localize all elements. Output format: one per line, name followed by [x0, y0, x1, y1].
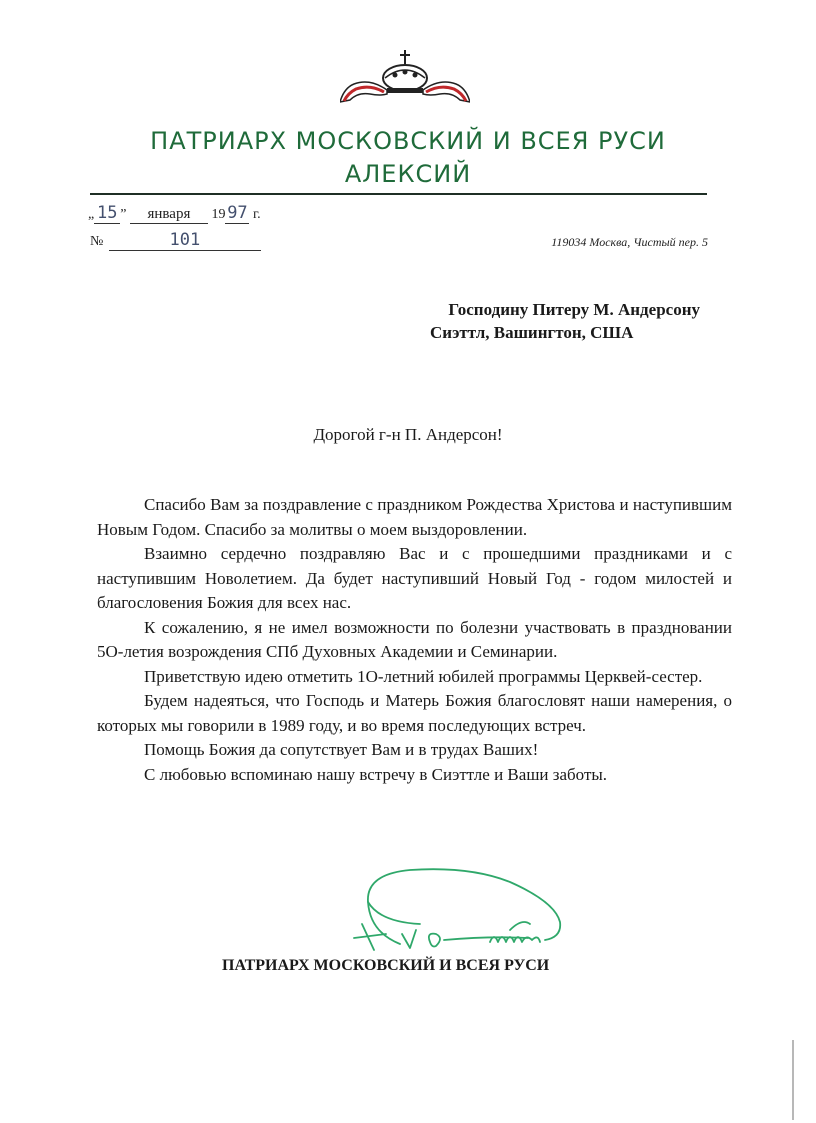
number-value: 101	[109, 230, 261, 251]
signature-title-text: ПАТРИАРХ МОСКОВСКИЙ И ВСЕЯ РУСИ	[222, 957, 550, 974]
date-day: 15	[94, 203, 120, 224]
handwritten-signature-icon	[340, 862, 610, 957]
body-paragraph: Помощь Божия да сопутствует Вам и в трудах Ваших!	[144, 740, 539, 759]
date-quote-open: „	[88, 207, 95, 222]
letterhead-divider	[90, 193, 707, 195]
date-year: 97	[227, 203, 248, 223]
body-paragraph: Приветствую идею отметить 1О-летний юбилей программы Церквей-сестер.	[144, 666, 703, 686]
number-label: №	[90, 234, 104, 249]
letterhead-title: ПАТРИАРХ МОСКОВСКИЙ И ВСЕЯ РУСИ	[150, 127, 666, 155]
date-year-suffix: г.	[252, 207, 261, 222]
salutation: Дорогой г-н П. Андерсон!	[313, 425, 503, 444]
body-paragraph: Взаимно сердечно поздравляю Вас и с прошедшими праздниками и с наступившим Новолетием. Да будет наступивший Новый Год - годом милостей и благословения Божия для всех нас.	[97, 544, 732, 612]
date-month: января	[130, 206, 208, 224]
body-paragraph: Будем надеяться, что Господь и Матерь Божия благословят наши намерения, о которых мы говорили в 1989 году, и во время последующих встреч.	[97, 691, 732, 735]
sender-address: 119034 Москва, Чистый пер. 5	[551, 235, 708, 249]
patriarchal-crown-emblem-icon	[340, 48, 470, 108]
scan-edge-mark	[792, 1040, 794, 1120]
letter-body	[97, 493, 732, 787]
letterhead-name: АЛЕКСИЙ	[344, 160, 472, 188]
date-line	[88, 203, 261, 224]
date-year-prefix: 19	[211, 207, 226, 222]
date-quote-close: ”	[120, 207, 127, 222]
body-paragraph: К сожалению, я не имел возможности по болезни участвовать в праздновании 5О-летия возрождения СПб Духовных Академии и Семинарии.	[97, 617, 732, 661]
body-paragraph: С любовью вспоминаю нашу встречу в Сиэттле и Ваши заботы.	[144, 764, 608, 784]
recipient-location: Сиэттл, Вашингтон, США	[430, 323, 634, 342]
body-paragraph: Спасибо Вам за поздравление с праздником Рождества Христова и наступившим Новым Годом. Спасибо за молитвы о моем выздоровлении.	[97, 495, 732, 539]
recipient-name: Господину Питеру М. Андерсону	[448, 300, 700, 319]
